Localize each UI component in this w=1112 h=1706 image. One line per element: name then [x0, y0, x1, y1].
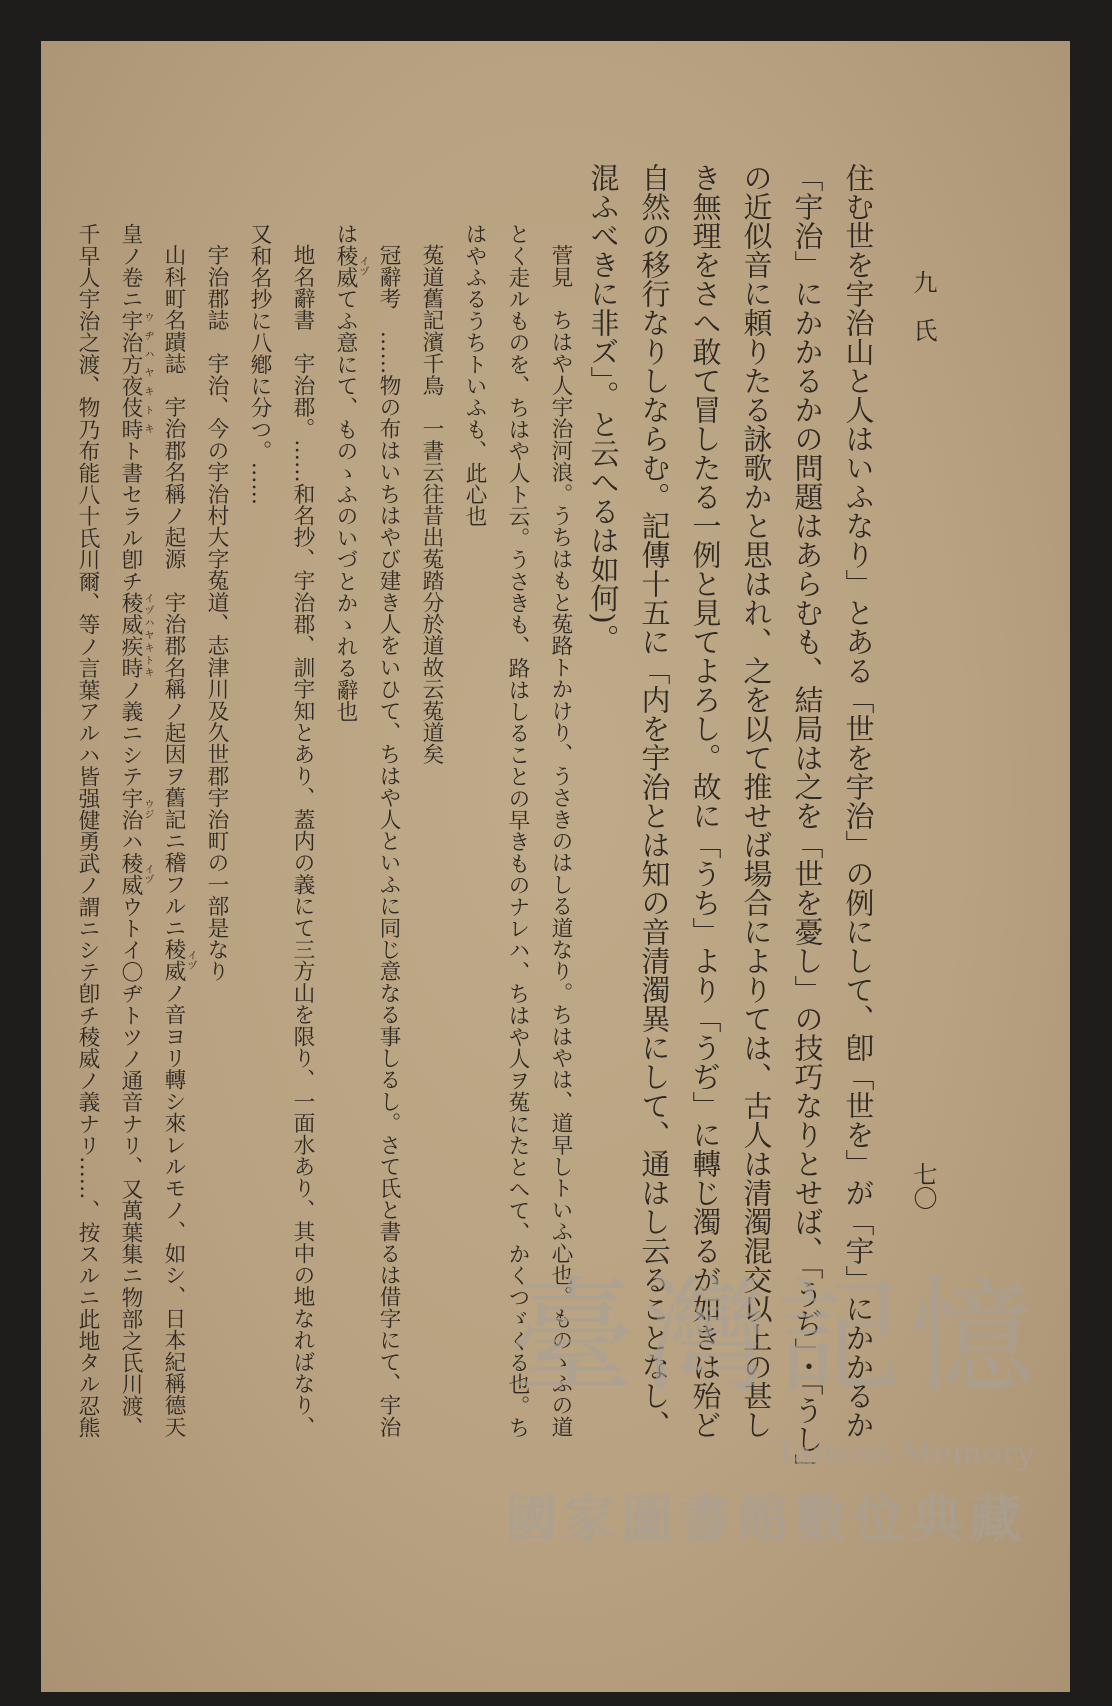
watermark-logo: 臺灣記憶	[510, 1265, 1042, 1410]
citation-line-1: 菅見 ちはや人宇治河浪。うちはもと菟路トかけり、うさきのはしる道なり。ちはやは、道早しトいふ心也。ものゝふの道	[548, 244, 573, 1438]
furigana-reading: ウジ	[142, 799, 153, 819]
main-text-line-4: き無理をさへ敢て冒したる一例と見てよろし。故に「うち」より「うぢ」に轉じ濁るが如きは殆ど	[688, 163, 723, 1439]
citation-line-3: はやふるうちトいふも、此心也	[462, 223, 487, 527]
citation-line-11: 皇ノ卷ニ宇治方夜伎時ト書セラル卽チ稜威疾時ノ義ニシテ宇治ハ稜威ウトイ〇ヂトツノ通音ナリ、又萬葉集ニ物部之氏川渡、	[118, 223, 143, 1439]
running-head: 九 氏	[909, 270, 937, 342]
citation-line-10: 山科町名蹟誌 宇治郡名稱ノ起源 宇治郡名稱ノ起因ヲ舊記ニ稽フルニ稜威ノ音ヨリ轉シ來レルモノ、如シ、日本紀稱德天	[161, 244, 186, 1438]
watermark-library-name: 國家圖書館數位典藏	[505, 1490, 1028, 1550]
citation-line-8: 又和名抄に八鄕に分つ。……	[247, 223, 272, 506]
watermark-english: Taiwan Memory	[775, 1434, 1036, 1472]
furigana-reading: イヅ	[357, 256, 368, 276]
citation-line-4: 菟道舊記濱千鳥 一書云往昔出菟踏分於道故云菟道矣	[419, 244, 444, 765]
page-number: 七〇	[909, 1162, 937, 1210]
main-text-line-1: 住む世を宇治山と人はいふなり」とある「世を宇治」の例にして、卽「世を」が「宇」にかかるか	[841, 163, 876, 1439]
citation-line-7: 地名辭書 宇治郡。……和名抄、宇治郡、訓宇知とあり、蓋内の義にて三方山を限り、一面水あり、其中の地なればなり、	[290, 244, 315, 1438]
citation-line-12: 千早人宇治之渡、物乃布能八十氏川爾、等ノ言葉アルハ皆强健勇武ノ謂ニシテ卽チ稜威ノ義ナリ……、按スルニ此地タル忍熊	[75, 223, 100, 1439]
main-text-line-6: 混ふべきに非ズ」。と云へるは如何)。	[586, 163, 621, 653]
furigana-reading: イヅ	[142, 864, 153, 884]
furigana-reading: イヅ	[185, 950, 196, 970]
main-text-line-5: 自然の移行なりしならむ。記傳十五に「内を宇治とは知の音清濁異にして、通はし云ることなし、	[637, 163, 672, 1439]
furigana-reading: イヅハヤキトキ	[142, 593, 153, 680]
citation-line-5: 冠辭考 ……物の布はいちはやび建き人をいひて、ちはや人といふに同じ意なる事しるし。さて氏と書るは借字にて、宇治	[376, 244, 401, 1438]
citation-line-2: とく走ルものを、ちはや人ト云。うさきも、路はしることの早きものナレハ、ちはや人ヲ菟にたとへて、かくつゞくる也。ち	[505, 223, 530, 1439]
citation-line-9: 宇治郡誌 宇治、今の宇治村大字菟道、志津川及久世郡宇治町の一部是なり	[204, 244, 229, 982]
main-text-line-3: の近似音に頼りたる詠歌かと思はれ、之を以て推せば場合によりては、古人は清濁混交以上の甚し	[739, 163, 774, 1439]
furigana-reading: ウヂハヤキトキ	[142, 312, 153, 443]
citation-line-6: は稜威てふ意にて、ものゝふのいづとかゝれる辭也	[333, 223, 358, 723]
main-text-line-2: 「宇治」にかかるかの問題はあらむも、結局は之を「世を憂し」の技巧なりとせば、「うぢ」・「うし」	[790, 163, 825, 1483]
